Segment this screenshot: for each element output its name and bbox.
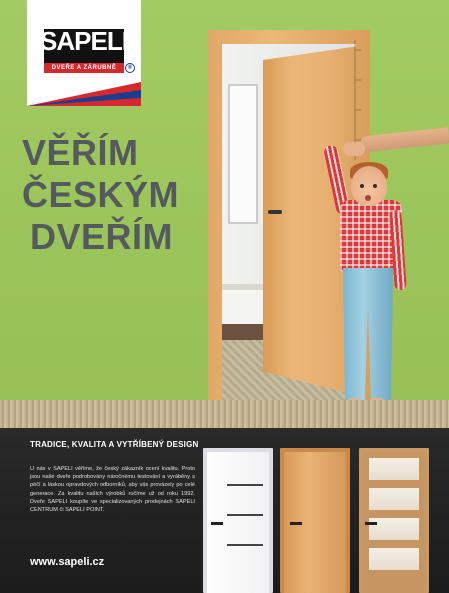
child-eye — [360, 184, 364, 188]
sapeli-logo[interactable] — [27, 0, 141, 106]
website-link[interactable]: www.sapeli.cz — [30, 556, 105, 568]
door-product-oak[interactable] — [280, 448, 350, 593]
child-eye — [373, 184, 377, 188]
door-white-panel — [207, 452, 269, 593]
door-product-glazed[interactable] — [359, 448, 429, 593]
headline-line-1: VĚŘÍM — [22, 132, 139, 173]
registered-icon: ® — [125, 63, 135, 73]
headline — [22, 132, 202, 258]
door-decor-line — [227, 484, 263, 486]
czech-flag-swoosh-icon — [27, 82, 141, 106]
logo-tagline: DVEŘE A ZÁRUBNĚ — [44, 63, 124, 73]
door-glass-pane — [369, 548, 419, 570]
carpet-floor — [0, 400, 449, 428]
door-decor-line — [227, 514, 263, 516]
door-product-white[interactable] — [203, 448, 273, 593]
door-handle-icon — [290, 522, 302, 525]
panel-body-text: U nás v SAPELI věříme, že český zákazník ocení kvalitu. Proto jsou naše dveře podrobovány náročnému testování a vyráběny s péčí a láskou opravdových odborníků, aby vás provázely po celé generace. Za kvalitu našich výrobků ručíme už od roku 1992. Dveře SAPELI koupíte ve specializovaných prodejnách SAPELI CENTRUM či SAPELI POINT. — [30, 466, 195, 514]
door-oak-panel — [284, 452, 346, 593]
door-handle-icon — [211, 522, 223, 525]
headline-line-3: DVEŘÍM — [30, 216, 174, 257]
child-mouth — [365, 195, 371, 201]
panel-title: TRADICE, KVALITA A VYTŘÍBENÝ DESIGN — [30, 440, 199, 449]
child-hand — [343, 142, 365, 156]
door-decor-line — [227, 544, 263, 546]
logo-wordmark: SAPELI — [40, 26, 128, 56]
headline-line-2: ČESKÝM — [22, 174, 180, 215]
door-glazed-panel — [363, 452, 425, 593]
door-glass-pane — [369, 458, 419, 480]
door-glass-pane — [369, 488, 419, 510]
room-window — [228, 84, 258, 224]
door-handle-icon — [365, 522, 377, 525]
door-handle-icon — [268, 210, 282, 214]
